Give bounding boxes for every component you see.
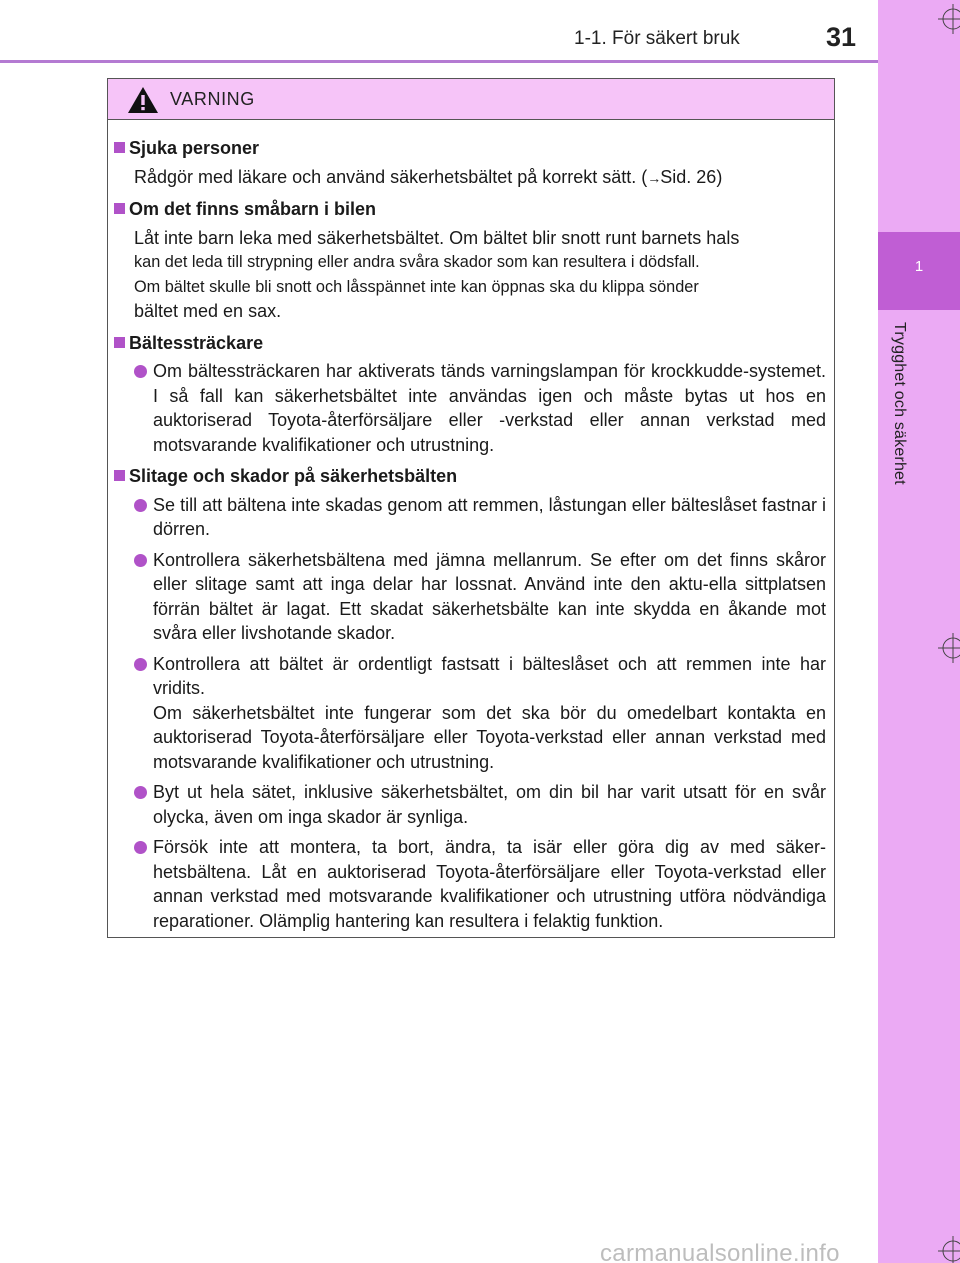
section-sick-persons bbox=[112, 136, 826, 190]
round-bullet-icon bbox=[134, 841, 147, 854]
side-tab-strip bbox=[878, 0, 960, 1263]
square-bullet-icon bbox=[114, 337, 125, 348]
header-rule bbox=[0, 60, 878, 63]
section-heading: Bältessträckare bbox=[112, 331, 826, 356]
side-tab-label: Trygghet och säkerhet bbox=[891, 322, 908, 485]
list-item: Se till att bältena inte skadas genom att remmen, låstungan eller bälteslåset fastnar i dörren. bbox=[112, 493, 826, 542]
round-bullet-icon bbox=[134, 365, 147, 378]
list-item: Om bältessträckaren har aktiverats tänds varningslampan för krockkudde-systemet. I så fall kan säkerhetsbältet inte användas igen och måste bytas ut hos en auktoriserad Toyota-återförsäljare eller -verkstad eller annan verkstad med motsvarande kvalifikationer och utrustning. bbox=[112, 359, 826, 457]
list-item: Kontrollera att bältet är ordentligt fastsatt i bälteslåset och att remmen inte har vridits. Om säkerhetsbältet inte fungerar som det ska bör du omedelbart kontakta en auktoriserad Toyota-återförsäljare eller Toyota-verkstad eller annan verkstad med motsvarande kvalifikationer och utrustning. bbox=[112, 652, 826, 775]
list-item: Kontrollera säkerhetsbältena med jämna mellanrum. Se efter om det finns skåror eller slitage samt att inga delar har lossnat. Använd inte den aktu-ella sittplatsen förrän bältet är lagat. Ett skadat säkerhetsbälte kan inte skydda en åkande mot svåra eller livshotande skador. bbox=[112, 548, 826, 646]
page-number: 31 bbox=[826, 22, 857, 52]
square-bullet-icon bbox=[114, 142, 125, 153]
warning-label: VARNING bbox=[170, 89, 255, 109]
list-item: Byt ut hela sätet, inklusive säkerhetsbältet, om din bil har varit utsatt för en svår olycka, även om inga skador är synliga. bbox=[112, 780, 826, 829]
round-bullet-icon bbox=[134, 554, 147, 567]
registration-mark-bottom-icon bbox=[938, 1236, 960, 1263]
warning-header bbox=[108, 79, 834, 120]
page-reference-link[interactable]: Sid. 26) bbox=[660, 166, 723, 187]
warning-triangle-icon bbox=[127, 86, 159, 114]
square-bullet-icon bbox=[114, 470, 125, 481]
square-bullet-icon bbox=[114, 203, 125, 214]
paragraph: Rådgör med läkare och använd säkerhetsbältet på korrekt sätt. (→Sid. 26) bbox=[134, 166, 723, 187]
section-small-children bbox=[112, 197, 826, 324]
arrow-right-icon: → bbox=[647, 169, 661, 186]
watermark: carmanualsonline.info bbox=[600, 1240, 840, 1263]
registration-mark-middle-icon bbox=[938, 633, 960, 663]
section-pretensioner bbox=[112, 331, 826, 458]
section-heading: Slitage och skador på säkerhetsbälten bbox=[112, 464, 826, 489]
section-heading: Sjuka personer bbox=[112, 136, 826, 161]
side-tab-number: 1 bbox=[914, 258, 924, 275]
chapter-title: 1-1. För säkert bruk bbox=[574, 28, 740, 49]
warning-box bbox=[107, 78, 835, 938]
round-bullet-icon bbox=[134, 786, 147, 799]
section-heading: Om det finns småbarn i bilen bbox=[112, 197, 826, 222]
list-item: Försök inte att montera, ta bort, ändra, ta isär eller göra dig av med säker-hetsbältena. Låt en auktoriserad Toyota-återförsäljare eller Toyota-verkstad eller annan verkstad med motsvarande kvalifikationer och utrustning utföra nödvändiga reparationer. Olämplig hantering kan resultera i felaktig funktion. bbox=[112, 835, 826, 933]
section-wear-damage bbox=[112, 464, 826, 933]
registration-mark-top-icon bbox=[938, 4, 960, 34]
round-bullet-icon bbox=[134, 499, 147, 512]
warning-body bbox=[108, 120, 834, 933]
round-bullet-icon bbox=[134, 658, 147, 671]
paragraph: Låt inte barn leka med säkerhetsbältet. Om bältet blir snott runt barnets hals kan det leda till strypning eller andra svåra skador som kan resultera i dödsfall. Om bältet skulle bli snott och låsspännet inte kan öppnas ska du klippa sönder bältet med en sax. bbox=[134, 227, 740, 321]
